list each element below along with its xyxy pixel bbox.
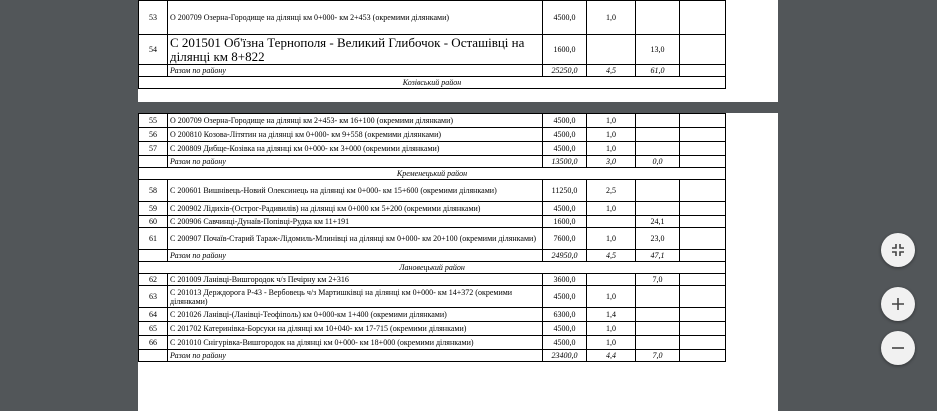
table-row xyxy=(139,274,726,286)
length-value: 4,4 xyxy=(587,350,636,362)
district-header-row xyxy=(139,77,726,89)
extra-value xyxy=(680,65,726,77)
district-name: Лановецький район xyxy=(139,262,726,274)
area-value xyxy=(636,180,680,202)
area-value xyxy=(636,1,680,35)
row-number xyxy=(139,156,168,168)
extra-value xyxy=(680,322,726,336)
row-number xyxy=(139,65,168,77)
extra-value xyxy=(680,114,726,128)
zoom-out-button[interactable] xyxy=(881,331,915,365)
length-value xyxy=(587,35,636,65)
length-value: 1,0 xyxy=(587,202,636,216)
extra-value xyxy=(680,286,726,308)
length-value: 3,0 xyxy=(587,156,636,168)
district-total-row xyxy=(139,156,726,168)
cost-value: 4500,0 xyxy=(543,114,587,128)
road-description: Разом по району xyxy=(168,250,543,262)
area-value: 61,0 xyxy=(636,65,680,77)
row-number: 62 xyxy=(139,274,168,286)
area-value xyxy=(636,308,680,322)
cost-value: 3600,0 xyxy=(543,274,587,286)
row-number xyxy=(139,350,168,362)
cost-value: 4500,0 xyxy=(543,142,587,156)
area-value xyxy=(636,322,680,336)
road-description: С 200809 Дибще-Козівка на ділянці км 0+000- км 3+000 (окремими ділянками) xyxy=(168,142,543,156)
area-value: 23,0 xyxy=(636,228,680,250)
road-description: С 201702 Катеринівка-Борсуки на ділянці км 10+040- км 17-715 (окремими ділянками) xyxy=(168,322,543,336)
table-row xyxy=(139,202,726,216)
road-description: О 200709 Озерна-Городище на ділянці км 2+453- км 16+100 (окремими ділянками) xyxy=(168,114,543,128)
length-value: 1,4 xyxy=(587,308,636,322)
row-number: 58 xyxy=(139,180,168,202)
cost-value: 13500,0 xyxy=(543,156,587,168)
length-value: 1,0 xyxy=(587,286,636,308)
length-value: 1,0 xyxy=(587,128,636,142)
table-row xyxy=(139,322,726,336)
road-description: Разом по району xyxy=(168,350,543,362)
length-value: 4,5 xyxy=(587,65,636,77)
extra-value xyxy=(680,35,726,65)
extra-value xyxy=(680,128,726,142)
cost-value: 23400,0 xyxy=(543,350,587,362)
roads-table-page-2 xyxy=(138,113,726,362)
fit-page-icon xyxy=(890,242,906,258)
length-value xyxy=(587,216,636,228)
district-header-row xyxy=(139,168,726,180)
cost-value: 6300,0 xyxy=(543,308,587,322)
length-value xyxy=(587,274,636,286)
district-total-row xyxy=(139,350,726,362)
length-value: 4,5 xyxy=(587,250,636,262)
cost-value: 4500,0 xyxy=(543,336,587,350)
area-value xyxy=(636,128,680,142)
row-number: 66 xyxy=(139,336,168,350)
district-total-row xyxy=(139,65,726,77)
road-description: С 201009 Ланівці-Вишгородок ч/з Печірну км 2+316 xyxy=(168,274,543,286)
cost-value: 1600,0 xyxy=(543,216,587,228)
area-value xyxy=(636,336,680,350)
document-page-1 xyxy=(138,0,778,102)
area-value: 7,0 xyxy=(636,274,680,286)
minus-icon xyxy=(890,340,906,356)
road-description: С 201026 Ланівці-(Ланівці-Теофіполь) км 0+000-км 1+400 (окремими ділянками) xyxy=(168,308,543,322)
plus-icon xyxy=(890,296,906,312)
extra-value xyxy=(680,216,726,228)
area-value: 7,0 xyxy=(636,350,680,362)
road-description: С 200906 Савчинці-Дунаїв-Попівці-Рудка км 11+191 xyxy=(168,216,543,228)
cost-value: 24950,0 xyxy=(543,250,587,262)
road-description: С 201013 Держдорога Р-43 - Вербовець ч/з Мартишківці на ділянці км 0+000- км 14+372 (окремими ділянками) xyxy=(168,286,543,308)
cost-value: 7600,0 xyxy=(543,228,587,250)
length-value: 1,0 xyxy=(587,1,636,35)
district-header-row xyxy=(139,262,726,274)
row-number: 61 xyxy=(139,228,168,250)
extra-value xyxy=(680,250,726,262)
row-number: 60 xyxy=(139,216,168,228)
table-row xyxy=(139,142,726,156)
table-row xyxy=(139,336,726,350)
cost-value: 4500,0 xyxy=(543,1,587,35)
length-value: 1,0 xyxy=(587,142,636,156)
extra-value xyxy=(680,350,726,362)
table-row xyxy=(139,228,726,250)
document-page-2 xyxy=(138,113,778,411)
road-description: О 200810 Козова-Літятин на ділянці км 0+000- км 9+558 (окремими ділянками) xyxy=(168,128,543,142)
extra-value xyxy=(680,1,726,35)
row-number: 55 xyxy=(139,114,168,128)
district-total-row xyxy=(139,250,726,262)
extra-value xyxy=(680,228,726,250)
cost-value: 4500,0 xyxy=(543,128,587,142)
extra-value xyxy=(680,336,726,350)
length-value: 1,0 xyxy=(587,322,636,336)
extra-value xyxy=(680,180,726,202)
road-description: С 201010 Снігурівка-Вишгородок на ділянці км 0+000- км 18+000 (окремими ділянками) xyxy=(168,336,543,350)
extra-value xyxy=(680,156,726,168)
extra-value xyxy=(680,274,726,286)
fit-page-button[interactable] xyxy=(881,233,915,267)
row-number: 65 xyxy=(139,322,168,336)
row-number: 54 xyxy=(139,35,168,65)
district-name: Кременецький район xyxy=(139,168,726,180)
road-description: С 200907 Почаїв-Старий Тараж-Лідомиль-Млинівці на ділянці км 0+000- км 20+100 (окремими ділянками) xyxy=(168,228,543,250)
cost-value: 1600,0 xyxy=(543,35,587,65)
roads-table-page-1 xyxy=(138,0,726,89)
row-number: 53 xyxy=(139,1,168,35)
row-number: 64 xyxy=(139,308,168,322)
row-number: 63 xyxy=(139,286,168,308)
road-description: С 201501 Об'їзна Тернополя - Великий Глибочок - Осташівці на ділянці км 8+822 xyxy=(168,35,543,65)
extra-value xyxy=(680,202,726,216)
table-row xyxy=(139,114,726,128)
cost-value: 4500,0 xyxy=(543,202,587,216)
area-value xyxy=(636,202,680,216)
road-description: Разом по району xyxy=(168,156,543,168)
area-value: 47,1 xyxy=(636,250,680,262)
district-name: Козівський район xyxy=(139,77,726,89)
cost-value: 11250,0 xyxy=(543,180,587,202)
table-row xyxy=(139,216,726,228)
row-number: 57 xyxy=(139,142,168,156)
length-value: 1,0 xyxy=(587,114,636,128)
road-description: Разом по району xyxy=(168,65,543,77)
cost-value: 4500,0 xyxy=(543,322,587,336)
road-description: С 200902 Лідихів-(Острог-Радивилів) на ділянці км 0+000 км 5+200 (окремими ділянками) xyxy=(168,202,543,216)
area-value xyxy=(636,286,680,308)
table-row xyxy=(139,1,726,35)
zoom-in-button[interactable] xyxy=(881,287,915,321)
area-value: 13,0 xyxy=(636,35,680,65)
table-row xyxy=(139,128,726,142)
extra-value xyxy=(680,308,726,322)
table-row xyxy=(139,180,726,202)
extra-value xyxy=(680,142,726,156)
road-description: С 200601 Вишнівець-Новий Олексинець на ділянці км 0+000- км 15+600 (окремими ділянками) xyxy=(168,180,543,202)
table-row xyxy=(139,286,726,308)
cost-value: 4500,0 xyxy=(543,286,587,308)
area-value xyxy=(636,114,680,128)
table-row xyxy=(139,35,726,65)
row-number: 59 xyxy=(139,202,168,216)
row-number xyxy=(139,250,168,262)
length-value: 1,0 xyxy=(587,228,636,250)
area-value: 24,1 xyxy=(636,216,680,228)
row-number: 56 xyxy=(139,128,168,142)
length-value: 1,0 xyxy=(587,336,636,350)
road-description: О 200709 Озерна-Городище на ділянці км 0+000- км 2+453 (окремими ділянками) xyxy=(168,1,543,35)
area-value: 0,0 xyxy=(636,156,680,168)
cost-value: 25250,0 xyxy=(543,65,587,77)
table-row xyxy=(139,308,726,322)
area-value xyxy=(636,142,680,156)
length-value: 2,5 xyxy=(587,180,636,202)
